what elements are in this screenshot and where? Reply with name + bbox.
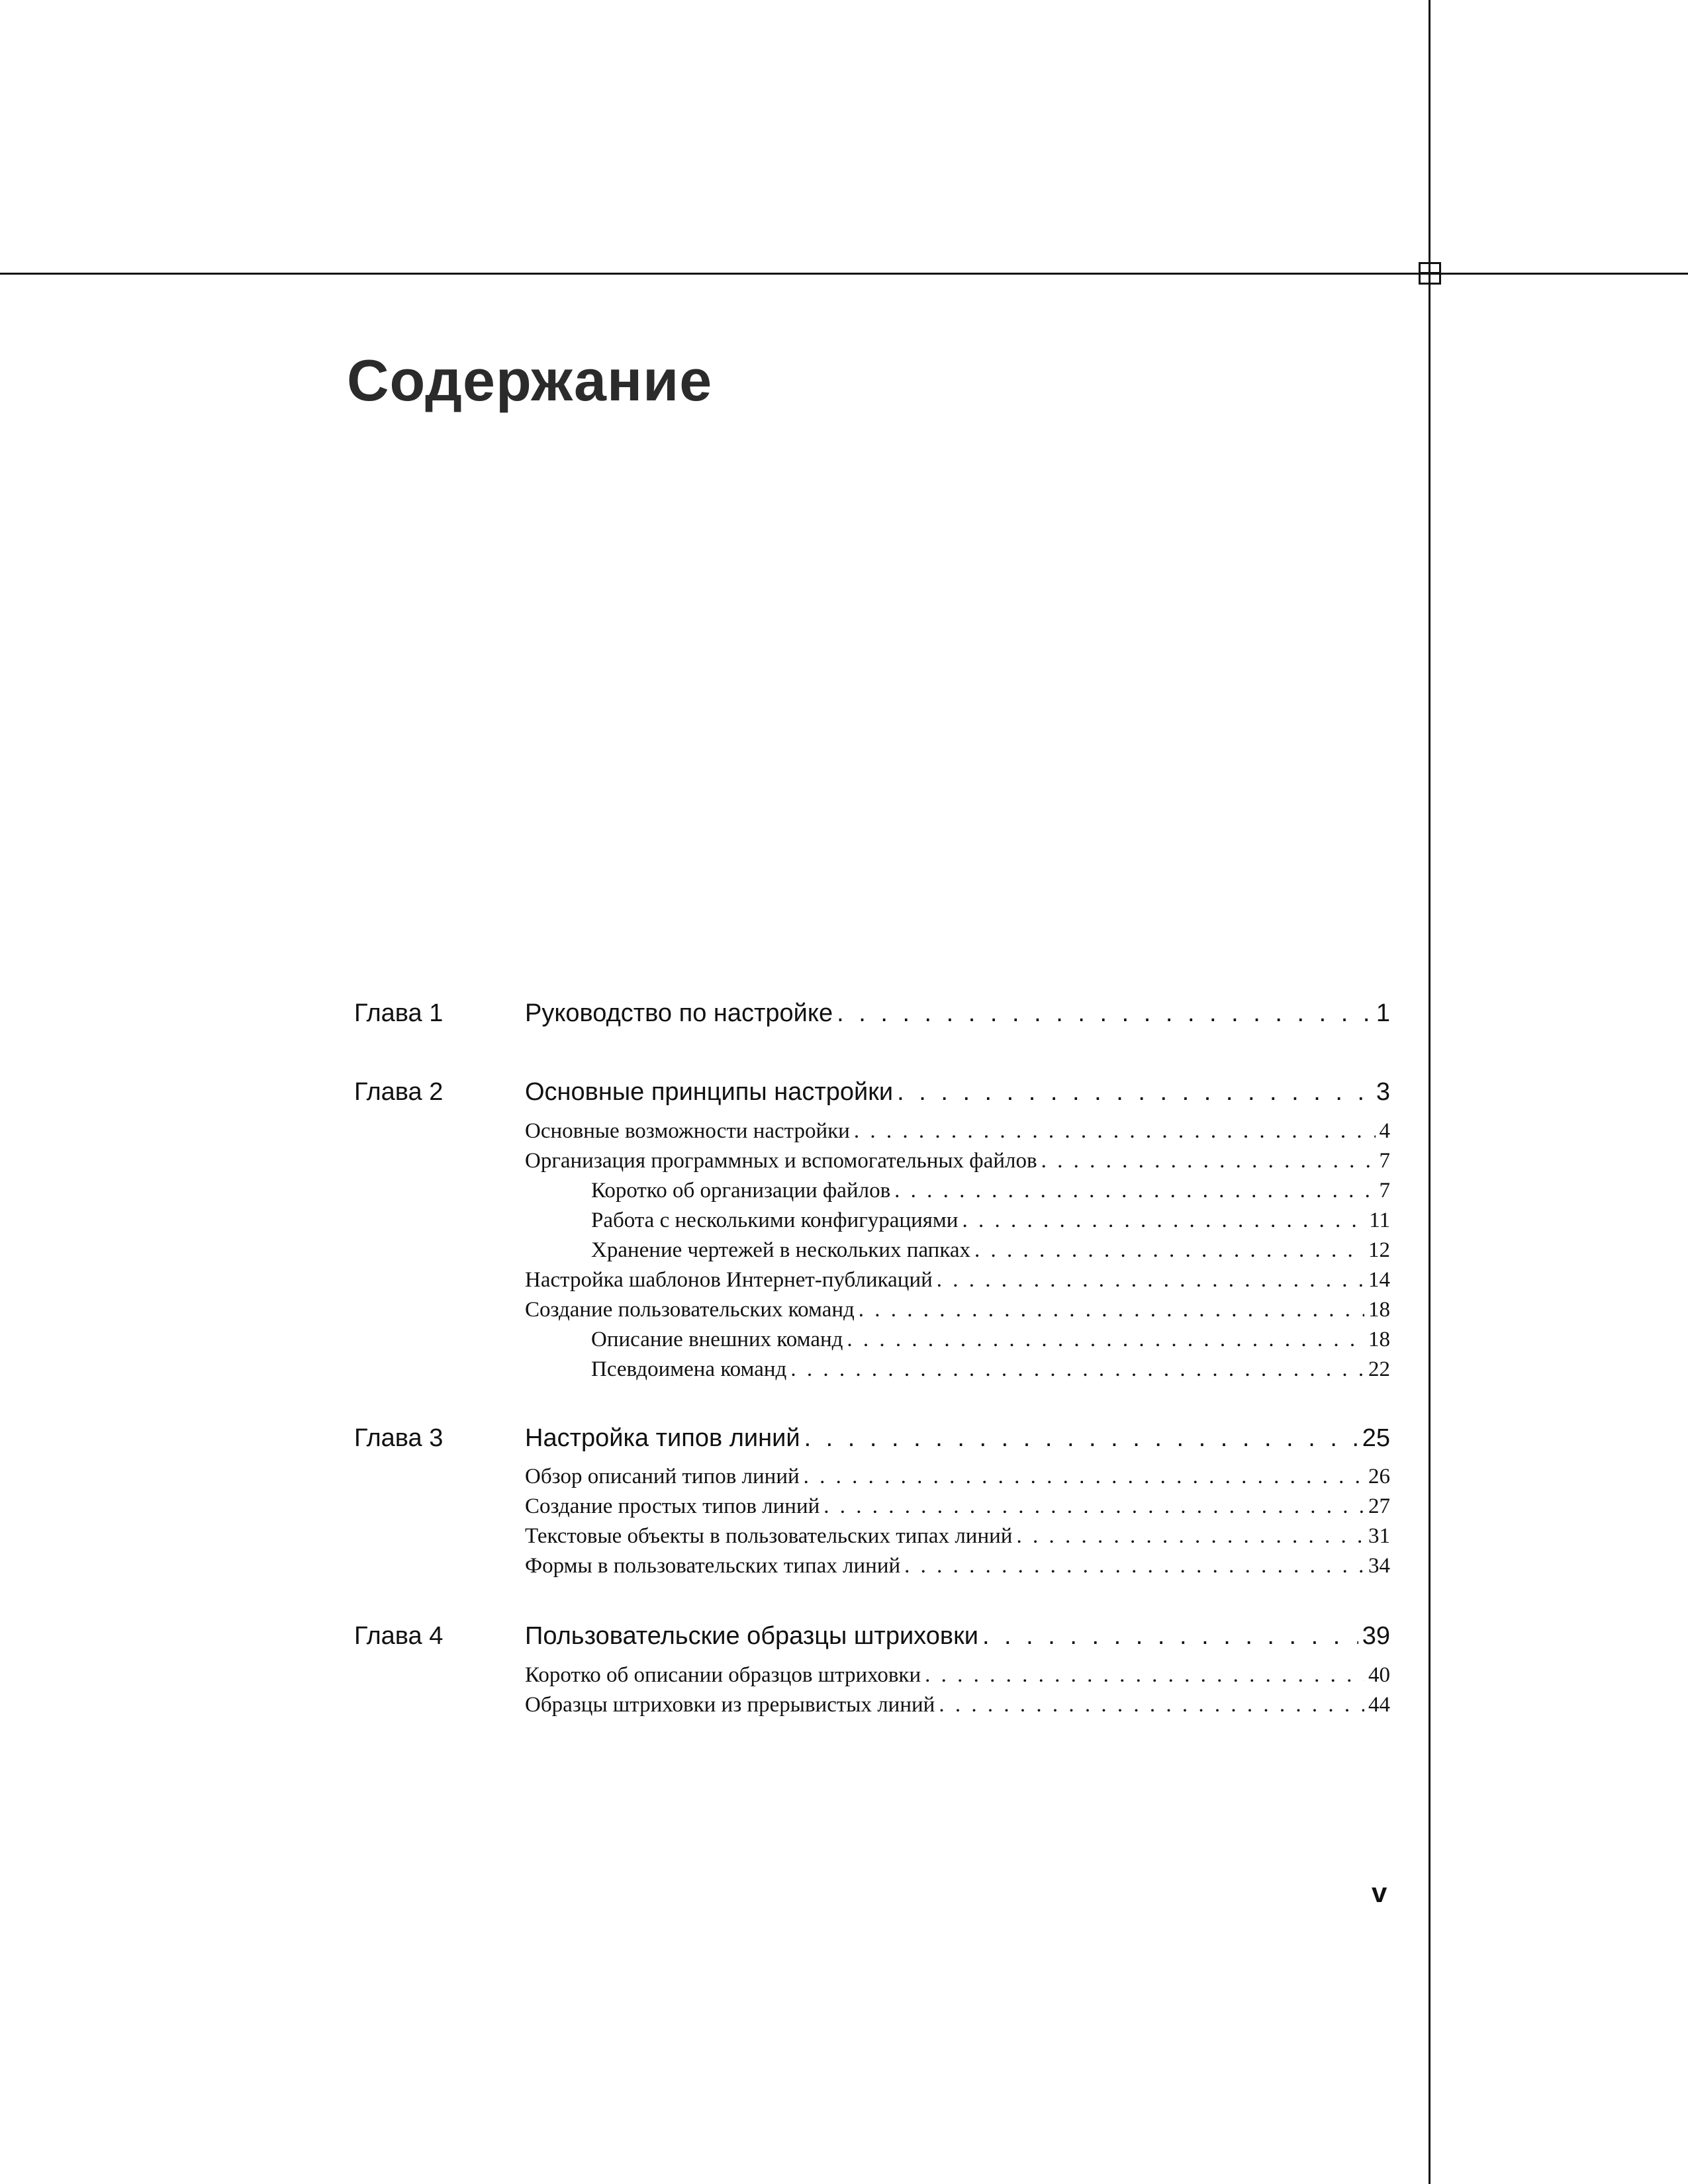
toc-entry-title: Обзор описаний типов линий bbox=[525, 1465, 800, 1488]
dot-leader bbox=[894, 1177, 1375, 1205]
dot-leader bbox=[925, 1661, 1364, 1689]
toc-entry-title: Основные возможности настройки bbox=[525, 1119, 850, 1143]
dot-leader bbox=[790, 1355, 1364, 1383]
toc-entry-title: Псевдоимена команд bbox=[591, 1357, 787, 1381]
dot-leader bbox=[859, 1296, 1364, 1324]
toc-section-entry[interactable] bbox=[525, 1463, 1390, 1490]
toc-section-entry[interactable] bbox=[525, 1661, 1390, 1689]
dot-leader bbox=[982, 1620, 1358, 1652]
toc-entry-title: Основные принципы настройки bbox=[525, 1078, 894, 1106]
toc-entry-title: Описание внешних команд bbox=[591, 1328, 843, 1351]
toc-subsection-entry[interactable] bbox=[591, 1236, 1390, 1264]
toc-entry-page: 31 bbox=[1368, 1524, 1390, 1548]
toc-entry-title: Коротко об организации файлов bbox=[591, 1179, 891, 1203]
toc-entry-page: 34 bbox=[1368, 1554, 1390, 1578]
toc-entry-page: 26 bbox=[1368, 1465, 1390, 1488]
toc-chapter-entry[interactable] bbox=[525, 1076, 1390, 1108]
toc-entry-title: Пользовательские образцы штриховки bbox=[525, 1622, 978, 1650]
dot-leader bbox=[962, 1206, 1365, 1234]
toc-section-entry[interactable] bbox=[525, 1552, 1390, 1580]
toc-entry-page: 3 bbox=[1376, 1078, 1390, 1106]
dot-leader bbox=[823, 1492, 1364, 1520]
toc-entry-title: Настройка типов линий bbox=[525, 1424, 800, 1452]
toc-entry-page: 4 bbox=[1379, 1119, 1390, 1143]
chapter-label: Глава 2 bbox=[354, 1078, 444, 1106]
dot-leader bbox=[1041, 1147, 1376, 1175]
dot-leader bbox=[939, 1691, 1364, 1719]
page-title: Содержание bbox=[347, 347, 713, 413]
dot-leader bbox=[974, 1236, 1364, 1264]
dot-leader bbox=[904, 1552, 1364, 1580]
toc-entry-title: Работа с несколькими конфигурациями bbox=[591, 1208, 959, 1232]
toc-section-entry[interactable] bbox=[525, 1147, 1390, 1175]
dot-leader bbox=[847, 1326, 1364, 1353]
dot-leader bbox=[854, 1117, 1376, 1145]
toc-section-entry[interactable] bbox=[525, 1296, 1390, 1324]
toc-entry-title: Хранение чертежей в нескольких папках bbox=[591, 1238, 971, 1262]
toc-entry-title: Формы в пользовательских типах линий bbox=[525, 1554, 901, 1578]
toc-entry-page: 44 bbox=[1368, 1693, 1390, 1717]
toc-entry-page: 40 bbox=[1368, 1663, 1390, 1687]
dot-leader bbox=[937, 1266, 1364, 1294]
toc-chapter-entry[interactable] bbox=[525, 1422, 1390, 1454]
chapter-label: Глава 4 bbox=[354, 1622, 444, 1650]
dot-leader bbox=[804, 1422, 1358, 1454]
toc-entry-page: 7 bbox=[1379, 1149, 1390, 1173]
toc-entry-title: Руководство по настройке bbox=[525, 999, 833, 1027]
chapter-label: Глава 3 bbox=[354, 1424, 444, 1452]
registration-mark-icon bbox=[1419, 262, 1441, 285]
toc-entry-page: 18 bbox=[1368, 1328, 1390, 1351]
toc-entry-page: 14 bbox=[1368, 1268, 1390, 1292]
toc-subsection-entry[interactable] bbox=[591, 1355, 1390, 1383]
toc-entry-page: 22 bbox=[1368, 1357, 1390, 1381]
toc-section-entry[interactable] bbox=[525, 1266, 1390, 1294]
toc-entry-page: 12 bbox=[1368, 1238, 1390, 1262]
toc-entry-title: Создание пользовательских команд bbox=[525, 1298, 855, 1322]
toc-entry-title: Организация программных и вспомогательных файлов bbox=[525, 1149, 1037, 1173]
toc-section-entry[interactable] bbox=[525, 1522, 1390, 1550]
chapter-label: Глава 1 bbox=[354, 999, 444, 1027]
page-number: v bbox=[1372, 1877, 1387, 1908]
toc-entry-title: Текстовые объекты в пользовательских типах линий bbox=[525, 1524, 1013, 1548]
toc-entry-title: Образцы штриховки из прерывистых линий bbox=[525, 1693, 935, 1717]
toc-chapter-entry[interactable] bbox=[525, 997, 1390, 1029]
toc-entry-title: Настройка шаблонов Интернет-публикаций bbox=[525, 1268, 933, 1292]
toc-subsection-entry[interactable] bbox=[591, 1206, 1390, 1234]
toc-entry-title: Создание простых типов линий bbox=[525, 1494, 820, 1518]
toc-entry-page: 39 bbox=[1362, 1622, 1390, 1650]
dot-leader bbox=[837, 997, 1372, 1029]
toc-entry-page: 27 bbox=[1368, 1494, 1390, 1518]
toc-entry-title: Коротко об описании образцов штриховки bbox=[525, 1663, 921, 1687]
toc-entry-page: 25 bbox=[1362, 1424, 1390, 1452]
crop-mark-vertical-line bbox=[1429, 0, 1430, 2184]
toc-entry-page: 7 bbox=[1379, 1179, 1390, 1203]
toc-chapter-entry[interactable] bbox=[525, 1620, 1390, 1652]
toc-section-entry[interactable] bbox=[525, 1691, 1390, 1719]
toc-subsection-entry[interactable] bbox=[591, 1326, 1390, 1353]
toc-entry-page: 11 bbox=[1369, 1208, 1390, 1232]
dot-leader bbox=[1016, 1522, 1364, 1550]
toc-entry-page: 18 bbox=[1368, 1298, 1390, 1322]
toc-section-entry[interactable] bbox=[525, 1492, 1390, 1520]
toc-subsection-entry[interactable] bbox=[591, 1177, 1390, 1205]
dot-leader bbox=[897, 1076, 1372, 1108]
toc-section-entry[interactable] bbox=[525, 1117, 1390, 1145]
dot-leader bbox=[804, 1463, 1364, 1490]
toc-entry-page: 1 bbox=[1376, 999, 1390, 1027]
